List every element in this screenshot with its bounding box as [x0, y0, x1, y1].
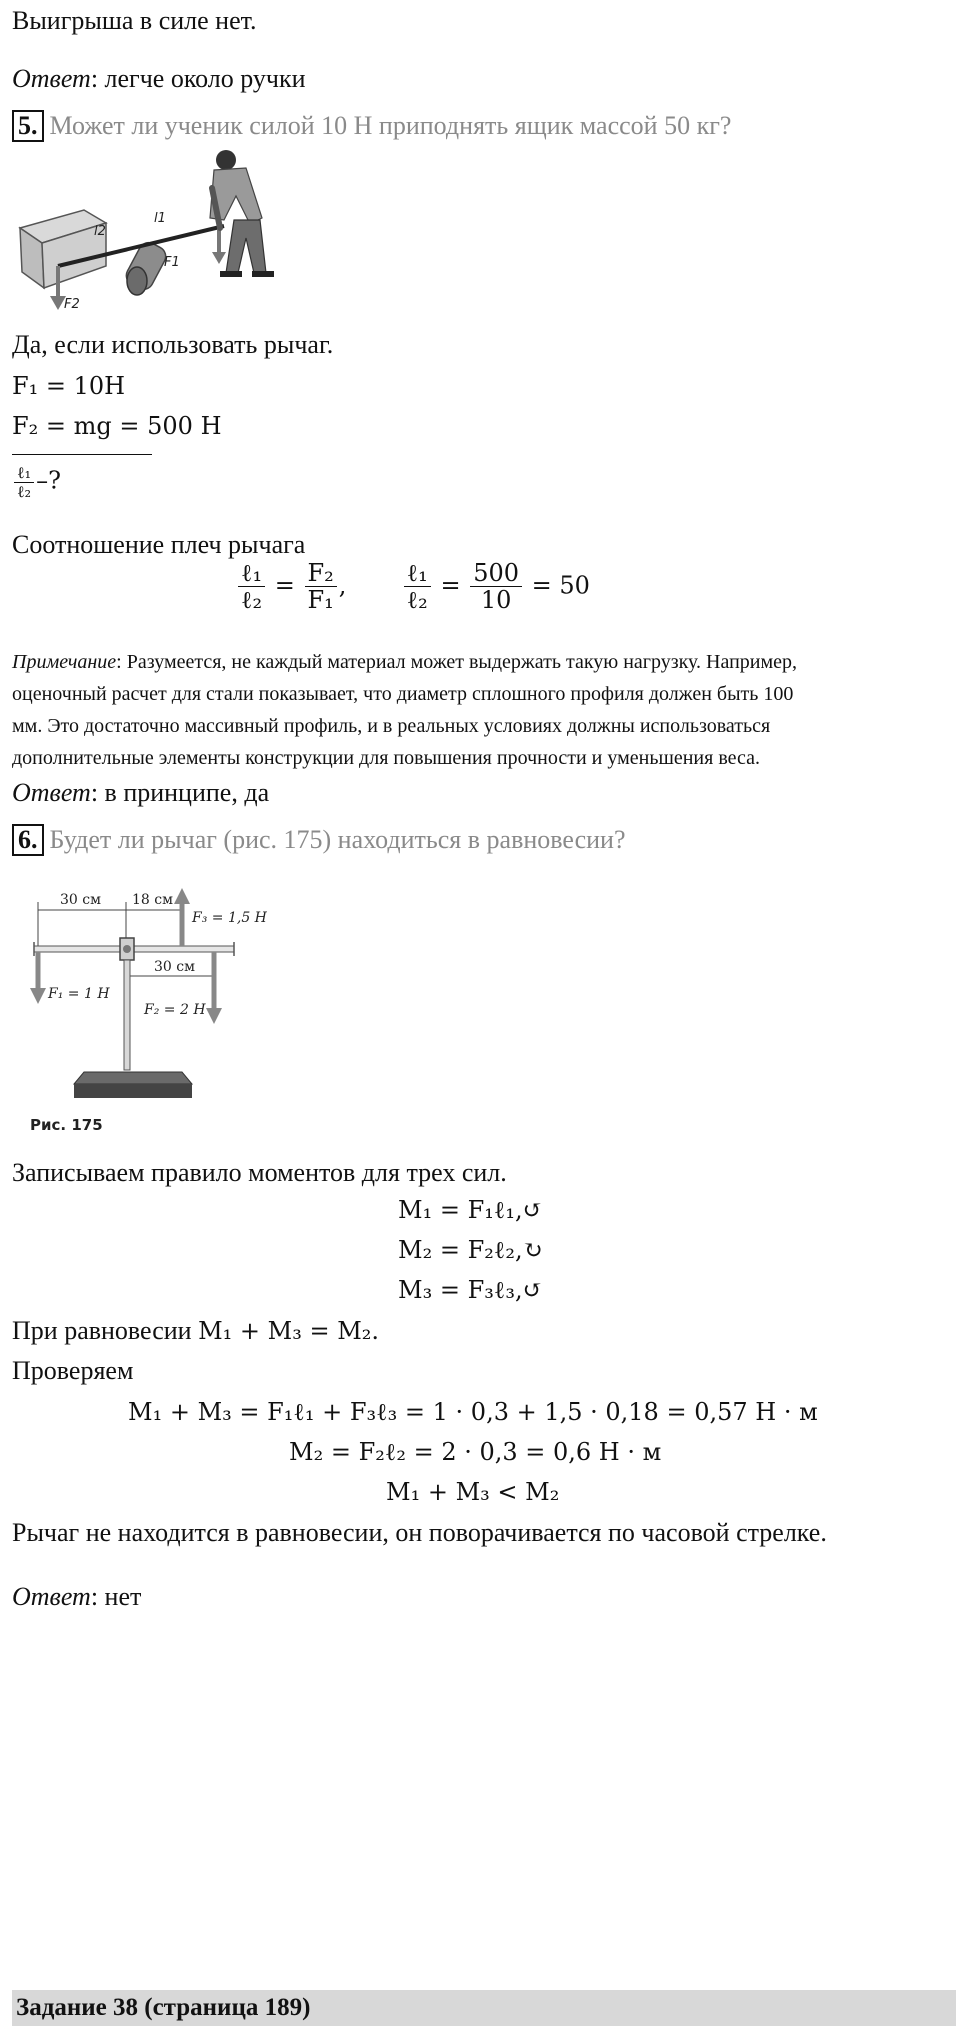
task-number: 5.	[12, 110, 44, 142]
dim-30cm-right: 30 см	[154, 959, 195, 975]
moment-m3: M₃ = F₃ℓ₃,↺	[398, 1276, 543, 1304]
answer-text: : легче около ручки	[90, 64, 306, 93]
given-f1: F₁ = 10Н	[12, 372, 126, 400]
check-inequality: M₁ + M₃ < M₂	[386, 1478, 560, 1506]
label-f1: F1	[164, 255, 180, 270]
label-f1: F₁ = 1 Н	[48, 986, 110, 1002]
label-f2: F₂ = 2 Н	[144, 1002, 206, 1018]
task-question: Будет ли рычаг (рис. 175) находиться в равновесии?	[49, 825, 626, 854]
task-38-banner: Задание 38 (страница 189)	[12, 1990, 956, 2026]
text-moments-intro: Записываем правило моментов для трех сил.	[12, 1158, 507, 1187]
task-question: Может ли ученик силой 10 Н приподнять ящик массой 50 кг?	[49, 111, 732, 140]
dim-18cm: 18 см	[132, 892, 173, 908]
check-m2: M₂ = F₂ℓ₂ = 2 · 0,3 = 0,6 Н · м	[289, 1438, 662, 1466]
task-6-heading	[12, 824, 626, 856]
moment-m2: M₂ = F₂ℓ₂,↻	[398, 1236, 543, 1264]
figure-caption: Рис. 175	[30, 1116, 103, 1134]
text-no-gain: Выигрыша в силе нет.	[12, 6, 257, 35]
given-divider	[12, 454, 152, 455]
text-check: Проверяем	[12, 1356, 134, 1385]
task-number: 6.	[12, 824, 44, 856]
check-sum: M₁ + M₃ = F₁ℓ₁ + F₃ℓ₃ = 1 · 0,3 + 1,5 · 0,18 = 0,57 Н · м	[128, 1398, 818, 1426]
text-yes-lever: Да, если использовать рычаг.	[12, 330, 334, 359]
task-5-heading	[12, 110, 731, 142]
note-paragraph: Примечание: Разумеется, не каждый материал может выдержать такую нагрузку. Например, оценочный расчет для стали показывает, что диаметр сплошного профиля должен быть 100 мм. Это достаточно массивный профиль, и в реальных условиях должны использоваться дополнительные элементы конструкции для повышения прочности и уменьшения веса.	[12, 651, 798, 769]
label-l1: l1	[154, 211, 166, 226]
figure-lever-box	[14, 148, 314, 318]
answer-3: Ответ: нет	[12, 1582, 142, 1611]
answer-1	[12, 64, 306, 94]
ratio-formula: $\frac{\text{ℓ₁}}{\text{ℓ₂}}$ = $\frac{\text{F₂}}{\text{F₁}}$ , $\frac{\text{ℓ₁}}{\text{ℓ₂}}$ = $\frac{500}{10}$ = 50	[236, 560, 590, 614]
answer-label: Ответ	[12, 64, 91, 93]
text-equilibrium: При равновесии M₁ + M₃ = M₂.	[12, 1316, 380, 1345]
label-f2: F2	[64, 297, 80, 312]
text-conclusion: Рычаг не находится в равновесии, он поворачивается по часовой стрелке.	[12, 1518, 827, 1547]
answer-2: Ответ: в принципе, да	[12, 778, 270, 807]
figure-lever-stand	[14, 880, 314, 1140]
dim-30cm-left: 30 см	[60, 892, 101, 908]
given-f2: F₂ = mg = 500 Н	[12, 412, 222, 440]
label-f3: F₃ = 1,5 Н	[192, 910, 267, 926]
text-ratio-label: Соотношение плеч рычага	[12, 530, 306, 559]
label-l2: l2	[94, 224, 106, 239]
moment-m1: M₁ = F₁ℓ₁,↺	[398, 1196, 543, 1224]
find-ratio: $\frac{\text{ℓ₁}}{\text{ℓ₂}}$ –?	[12, 464, 61, 500]
